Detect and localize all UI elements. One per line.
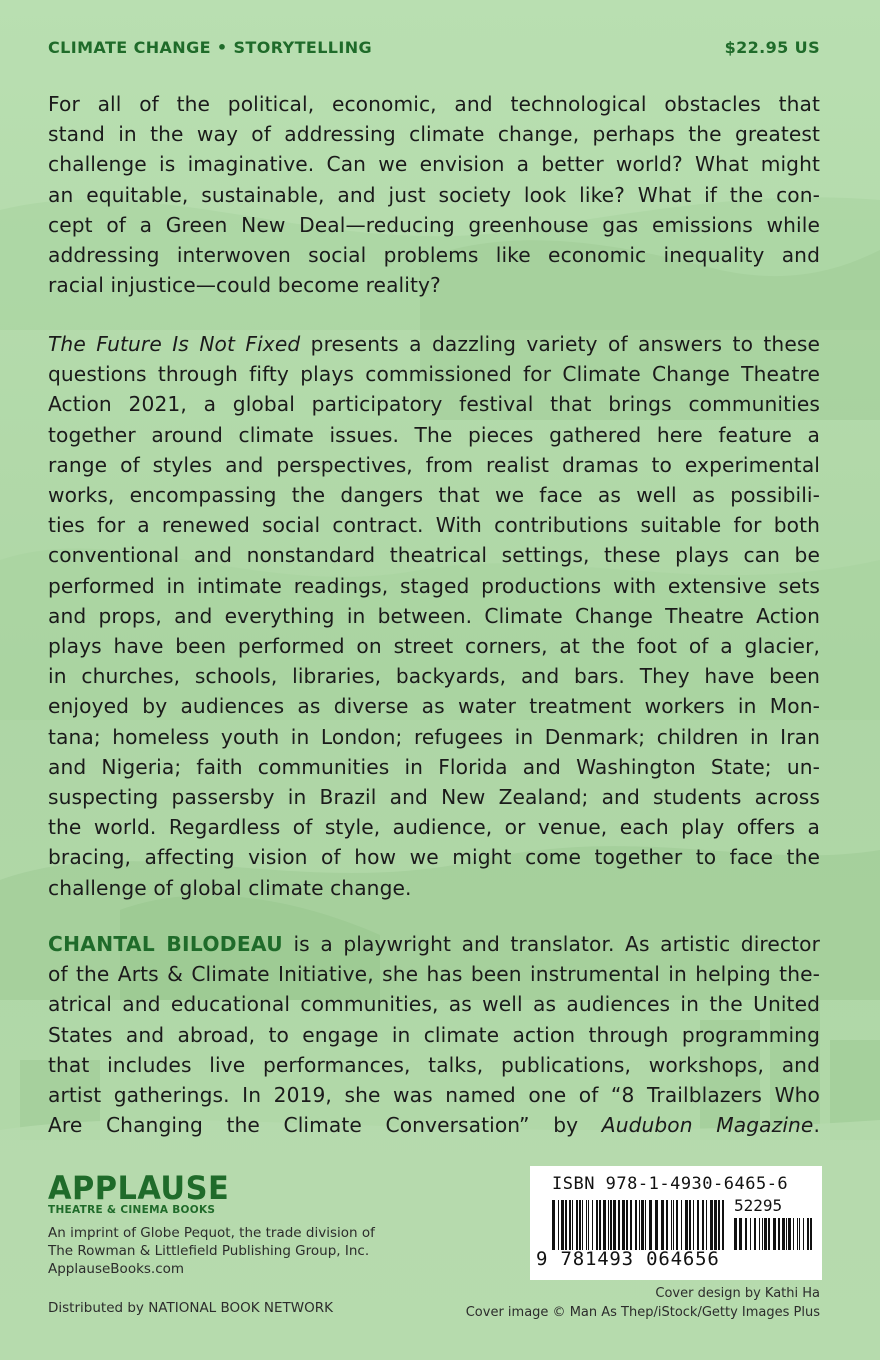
description-line: suspecting passersby in Brazil and New Zealand; and students across xyxy=(48,785,820,810)
description-line: performed in intimate readings, staged productions with extensive sets xyxy=(48,573,820,598)
image-credit: Cover image © Man As Thep/iStock/Getty Images Plus xyxy=(465,1305,820,1320)
description-line: plays have been performed on street corners, at the foot of a glacier, xyxy=(48,634,820,659)
header-bar xyxy=(48,38,820,57)
barcode-bar xyxy=(793,1218,794,1250)
description-line: and Nigeria; faith communities in Florida and Washington State; un- xyxy=(48,754,820,779)
barcode-bar xyxy=(596,1200,598,1250)
intro-line: an equitable, sustainable, and just society look like? What if the con- xyxy=(48,182,820,207)
barcode-bar xyxy=(655,1200,658,1250)
barcode-bar xyxy=(603,1200,606,1250)
description-line: and props, and everything in between. Climate Change Theatre Action xyxy=(48,603,820,628)
barcode-bar xyxy=(710,1200,713,1250)
description-line: works, encompassing the dangers that we face as well as possibili- xyxy=(48,483,820,508)
isbn-number: ISBN 978-1-4930-6465-6 xyxy=(552,1174,789,1194)
book-title: The Future Is Not Fixed xyxy=(48,332,301,356)
description-first-line-rest: presents a dazzling variety of answers to these xyxy=(300,332,820,356)
barcode-bar xyxy=(613,1200,616,1250)
barcode-bar xyxy=(639,1200,640,1250)
barcode-bar xyxy=(626,1200,628,1250)
barcode-bar xyxy=(718,1200,720,1250)
barcode-bar xyxy=(788,1218,791,1250)
barcode-bar xyxy=(635,1200,637,1250)
barcode-bar xyxy=(592,1200,593,1250)
bio-line: States and abroad, to engage in climate action through programming xyxy=(48,1022,820,1047)
description-line: ties for a renewed social contract. With contributions suitable for both xyxy=(48,513,820,538)
description-paragraph xyxy=(48,329,820,903)
publisher-logo-subtitle: THEATRE & CINEMA BOOKS xyxy=(48,1204,216,1216)
barcode-bar xyxy=(697,1200,699,1250)
bio-line xyxy=(48,1110,820,1140)
barcode-bar xyxy=(803,1218,804,1250)
description-line: questions through fifty plays commissioned for Climate Change Theatre xyxy=(48,362,820,387)
barcode-bar xyxy=(702,1200,704,1250)
barcode-bar xyxy=(661,1200,664,1250)
price-code: 52295 xyxy=(734,1196,783,1215)
publisher-block xyxy=(48,1170,428,1278)
barcode-bar xyxy=(641,1200,644,1250)
barcode-bar xyxy=(671,1200,672,1250)
barcode-bar xyxy=(681,1200,682,1250)
intro-line: challenge is imaginative. Can we envision a better world? What might xyxy=(48,152,820,177)
description-line: bracing, affecting vision of how we might come together to face the xyxy=(48,845,820,870)
bio-line: atrical and educational communities, as well as audiences in the United xyxy=(48,992,820,1017)
publisher-logo: APPLAUSE xyxy=(48,1169,230,1207)
barcode-bar xyxy=(565,1200,567,1250)
barcode-bar xyxy=(773,1218,776,1250)
bio-line: artist gatherings. In 2019, she was named one of “8 Trailblazers Who xyxy=(48,1083,820,1108)
author-bio xyxy=(48,929,820,1140)
barcode-bar xyxy=(561,1200,564,1250)
bio-last-line-start: Are Changing the Climate Conversation” by xyxy=(48,1113,602,1138)
barcode-bar xyxy=(610,1200,612,1250)
author-name: CHANTAL BILODEAU xyxy=(48,932,283,956)
bio-line: of the Arts & Climate Initiative, she has been instrumental in helping the- xyxy=(48,962,820,987)
publisher-info xyxy=(48,1224,428,1278)
barcode-bar xyxy=(722,1200,724,1250)
category-label: CLIMATE CHANGE • STORYTELLING xyxy=(48,38,373,57)
barcode-bar xyxy=(618,1200,620,1250)
barcode-bar xyxy=(569,1200,571,1250)
description-line: conventional and nonstandard theatrical settings, these plays can be xyxy=(48,543,820,568)
barcode-bar xyxy=(768,1218,770,1250)
description-line: tana; homeless youth in London; refugees in Denmark; children in Iran xyxy=(48,724,820,749)
barcode-bar xyxy=(762,1218,763,1250)
design-credit: Cover design by Kathi Ha xyxy=(655,1286,820,1301)
barcode-bar xyxy=(608,1200,609,1250)
intro-paragraph xyxy=(48,89,820,300)
intro-line: For all of the political, economic, and technological obstacles that xyxy=(48,92,820,116)
barcode-bar xyxy=(706,1200,707,1250)
barcode-bar xyxy=(572,1200,573,1250)
barcode-bar xyxy=(552,1200,555,1250)
price-label: $22.95 US xyxy=(724,38,820,57)
barcode-bar xyxy=(810,1218,812,1250)
publisher-info-line: An imprint of Globe Pequot, the trade division of xyxy=(48,1225,375,1241)
barcode-bar xyxy=(676,1200,678,1250)
description-line: together around climate issues. The pieces gathered here feature a xyxy=(48,422,820,447)
description-line xyxy=(48,329,820,359)
barcode-bar xyxy=(558,1200,559,1250)
bio-line xyxy=(48,929,820,959)
isbn-barcode xyxy=(530,1166,822,1280)
barcode-bar xyxy=(588,1200,589,1250)
description-line: challenge of global climate change. xyxy=(48,875,412,900)
description-line: enjoyed by audiences as diverse as water treatment workers in Mon- xyxy=(48,694,820,719)
barcode-bar xyxy=(649,1200,652,1250)
barcode-bar xyxy=(759,1218,760,1250)
description-line: in churches, schools, libraries, backyards, and bars. They have been xyxy=(48,664,820,689)
barcode-bar xyxy=(685,1200,688,1250)
intro-line: stand in the way of addressing climate change, perhaps the greatest xyxy=(48,122,820,147)
barcode-bar xyxy=(630,1200,632,1250)
intro-line: addressing interwoven social problems like economic inequality and xyxy=(48,243,820,268)
barcode-bar xyxy=(714,1200,717,1250)
barcode-bar xyxy=(807,1218,809,1250)
barcode-bar xyxy=(693,1200,694,1250)
intro-line: racial injustice—could become reality? xyxy=(48,273,441,298)
barcode-bar xyxy=(599,1200,601,1250)
description-line: range of styles and perspectives, from realist dramas to experimental xyxy=(48,452,820,477)
magazine-name: Audubon Magazine xyxy=(601,1113,814,1138)
bio-first-line-rest: is a playwright and translator. As artistic director xyxy=(282,932,820,956)
barcode-bar xyxy=(579,1200,581,1250)
barcode-bar xyxy=(764,1218,767,1250)
barcode-bar xyxy=(622,1200,625,1250)
bio-line: that includes live performances, talks, publications, workshops, and xyxy=(48,1052,820,1077)
barcode-bar xyxy=(786,1218,787,1250)
distributor-note: Distributed by NATIONAL BOOK NETWORK xyxy=(48,1300,333,1316)
barcode-bar xyxy=(666,1200,668,1250)
barcode-digits: 9 781493 064656 xyxy=(536,1248,720,1270)
barcode-bar xyxy=(797,1218,798,1250)
barcode-bar xyxy=(745,1218,747,1250)
barcode-bar xyxy=(673,1200,674,1250)
barcode-bar xyxy=(586,1200,587,1250)
publisher-info-line: The Rowman & Littlefield Publishing Group, Inc. xyxy=(48,1243,370,1259)
description-line: the world. Regardless of style, audience, or venue, each play offers a xyxy=(48,815,820,840)
barcode-bar xyxy=(799,1218,800,1250)
barcode-bar xyxy=(739,1218,742,1250)
barcode-bar xyxy=(734,1218,737,1250)
description-line: Action 2021, a global participatory festival that brings communities xyxy=(48,392,820,417)
barcode-bar xyxy=(782,1218,785,1250)
barcode-bar xyxy=(778,1218,780,1250)
barcode-bar xyxy=(754,1218,756,1250)
publisher-website: ApplauseBooks.com xyxy=(48,1261,185,1277)
bio-last-line-end: . xyxy=(813,1113,820,1138)
barcode-bar xyxy=(582,1200,583,1250)
barcode-bar xyxy=(645,1200,646,1250)
barcode-bar xyxy=(750,1218,751,1250)
cover-credits xyxy=(466,1284,820,1322)
barcode-bar xyxy=(576,1200,578,1250)
intro-line: cept of a Green New Deal—reducing greenhouse gas emissions while xyxy=(48,212,820,237)
barcode-bar xyxy=(689,1200,691,1250)
